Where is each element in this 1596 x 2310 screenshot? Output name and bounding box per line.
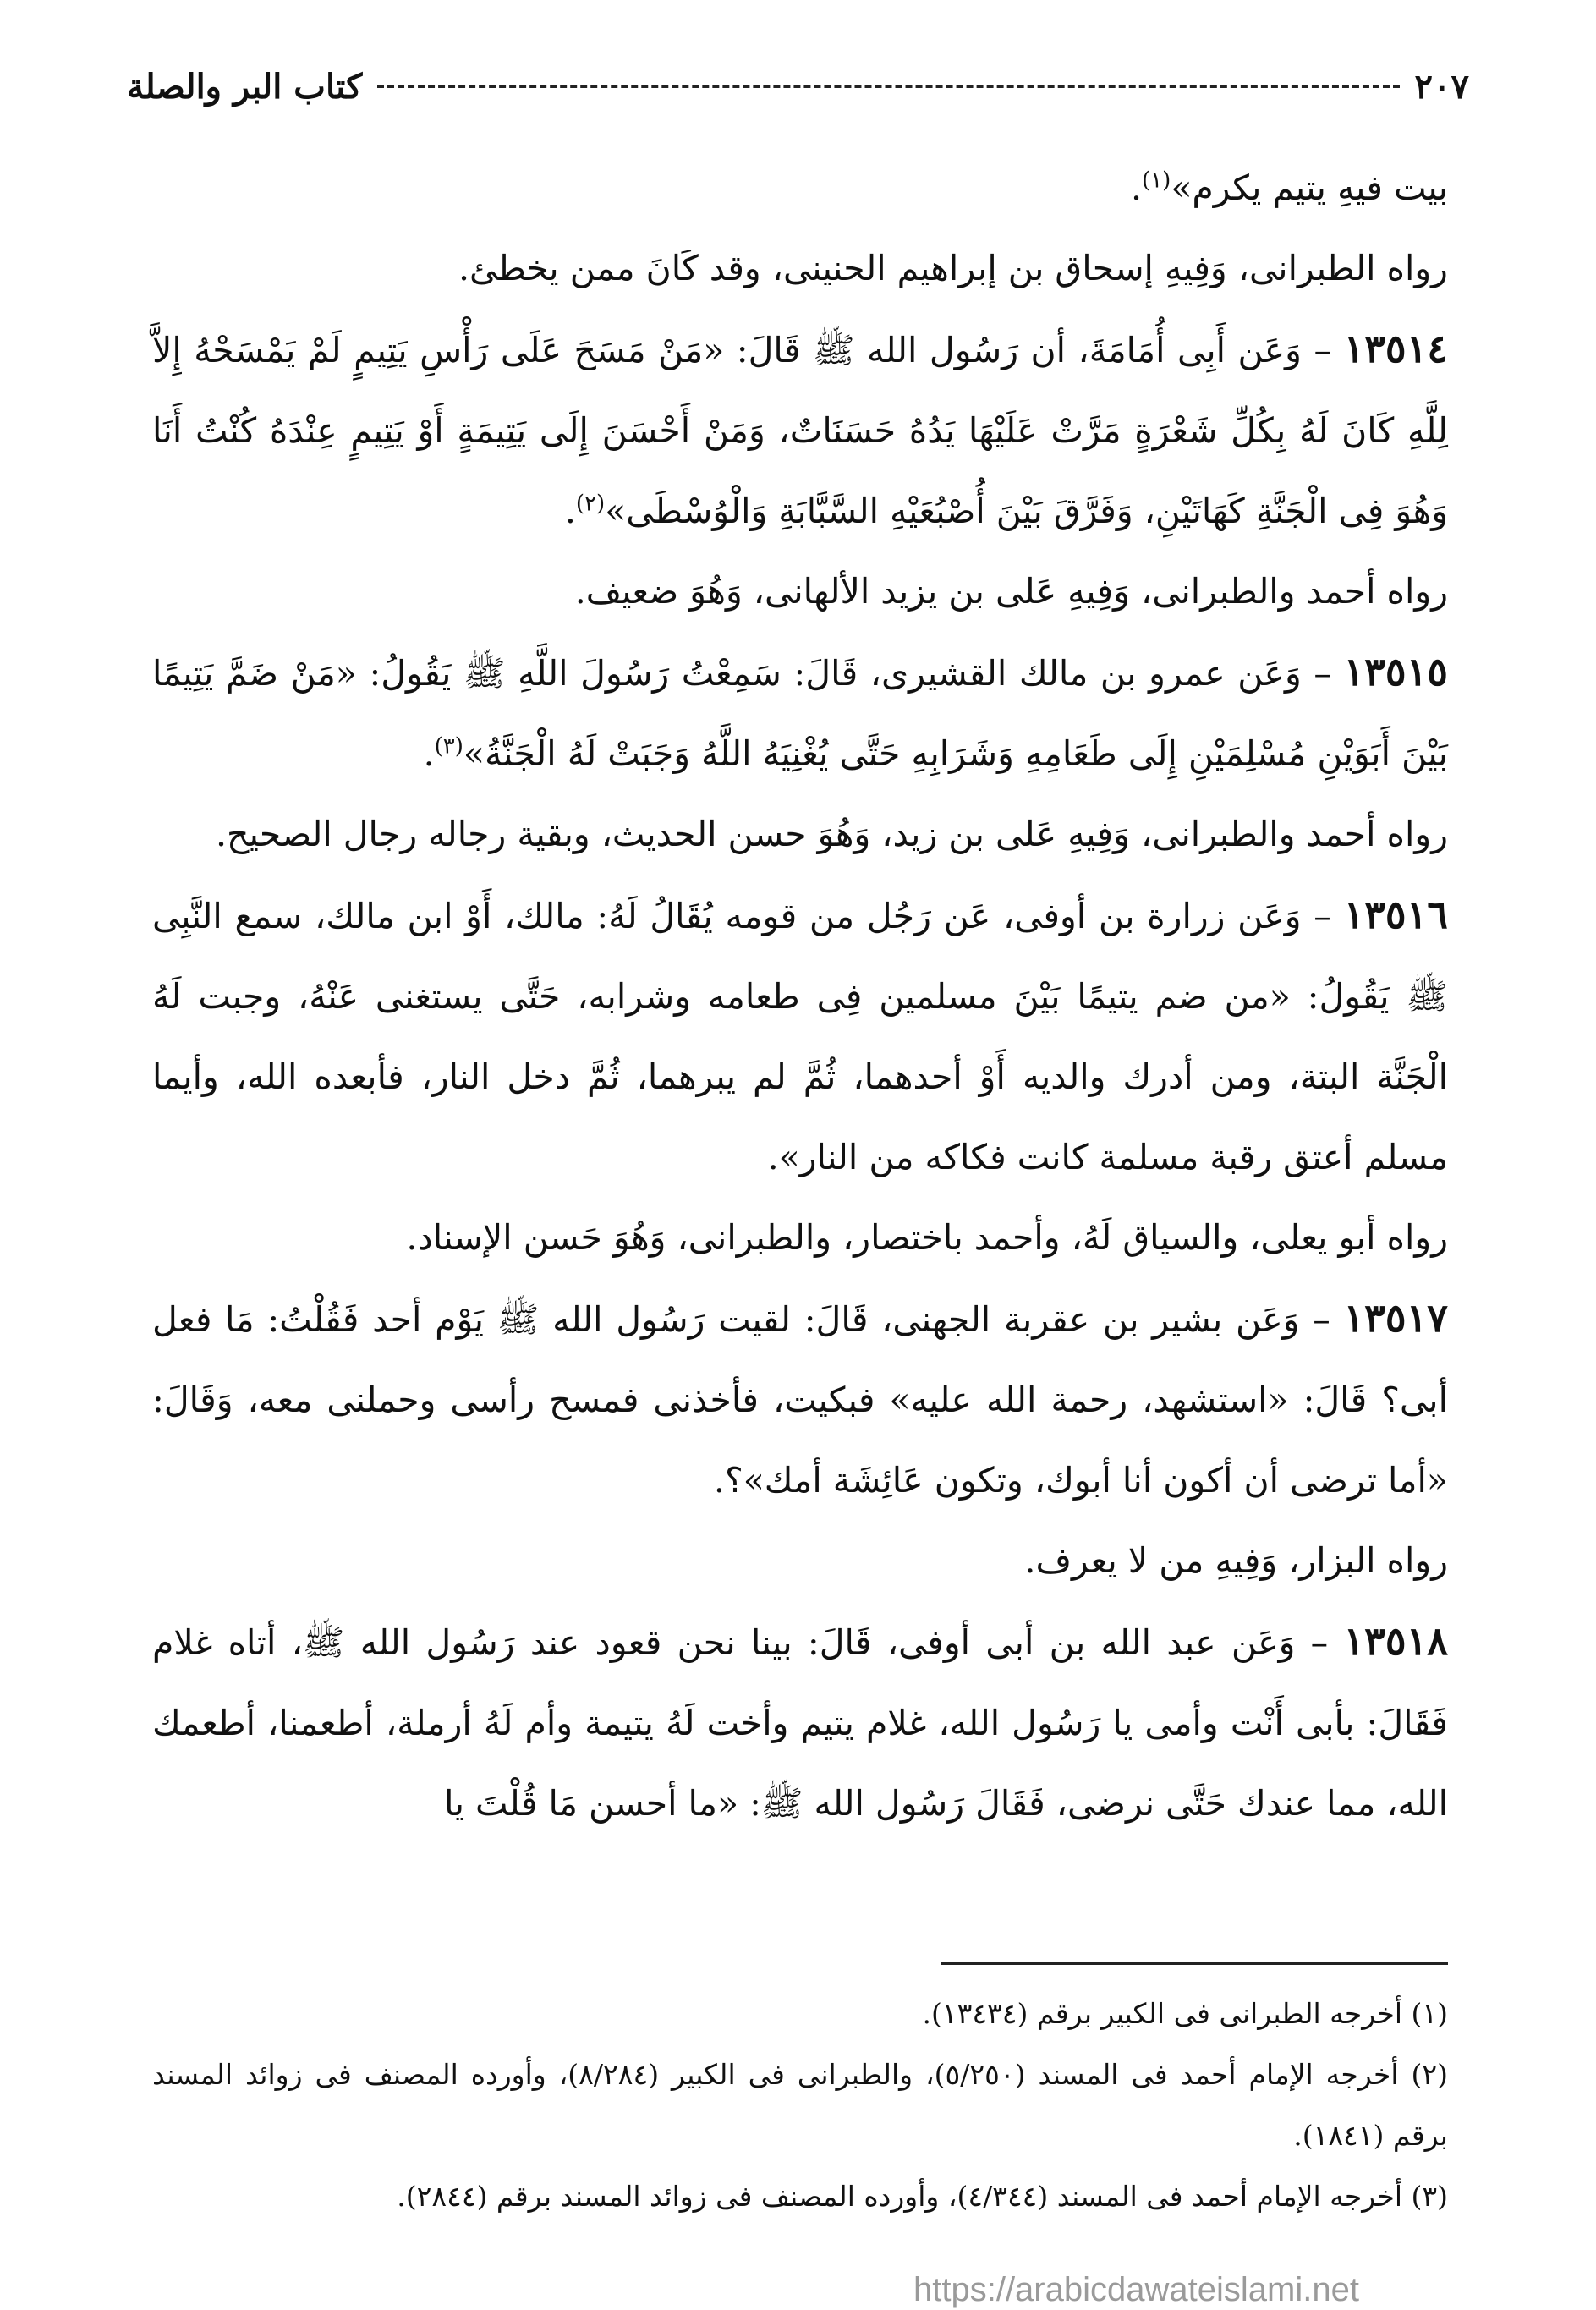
hadith-number: ١٣٥١٤ bbox=[1343, 326, 1448, 371]
hadith-number: ١٣٥١٧ bbox=[1343, 1295, 1448, 1341]
paragraph-text: – وَعَن زرارة بن أوفى، عَن رَجُل من قومه يُقَالُ لَهُ: مالك، أَوْ ابن مالك، سمع النَّبِى ﷺ يَقُولُ: «من ضم يتيمًا بَيْنَ مسلمين فِى طعامه وشرابه، حَتَّى يستغنى عَنْهُ، وجبت لَهُ الْجَنَّة البتة، ومن أدرك والديه أَوْ أحدهما، ثُمَّ لم يبرهما، ثُمَّ دخل النار، فأبعده الله، وأيما مسلم أعتق رقبة مسلمة كانت فكاكه من النار». bbox=[152, 896, 1448, 1177]
hadith-paragraph bbox=[152, 875, 1448, 1198]
paragraph-text: رواه البزار، وَفِيهِ من لا يعرف. bbox=[1024, 1540, 1448, 1581]
paragraph-text: – وَعَن عمرو بن مالك القشيرى، قَالَ: سَمِعْتُ رَسُولَ اللَّهِ ﷺ يَقُولُ: «مَنْ ضَمَّ يَتِيمًا بَيْنَ أَبَوَيْنِ مُسْلِمَيْنِ إِلَى طَعَامِهِ وَشَرَابِهِ حَتَّى يُغْنِيَهُ اللَّهُ وَجَبَتْ لَهُ الْجَنَّةُ» bbox=[152, 653, 1448, 774]
footnote: (٣) أخرجه الإمام أحمد فى المسند (٤/٣٤٤)، وأورده المصنف فى زوائد المسند برقم (٢٨٤٤). bbox=[397, 2180, 1448, 2213]
paragraph-end: . bbox=[423, 733, 435, 774]
paragraph-text: بيت فيهِ يتيم يكرم» bbox=[1171, 167, 1448, 208]
narration-note bbox=[152, 1521, 1448, 1601]
paragraph-text: رواه الطبرانى، وَفِيهِ إسحاق بن إبراهيم الحنينى، وقد كَانَ ممن يخطئ. bbox=[458, 248, 1448, 288]
paragraph-text: رواه أبو يعلى، والسياق لَهُ، وأحمد باختصار، والطبرانى، وَهُوَ حَسن الإسناد. bbox=[406, 1217, 1448, 1258]
footnote: (٢) أخرجه الإمام أحمد فى المسند (٥/٢٥٠)، والطبرانى فى الكبير (٨/٢٨٤)، وأورده المصنف فى زوائد المسند برقم (١٨٤١). bbox=[152, 2058, 1448, 2152]
paragraph-text: رواه أحمد والطبرانى، وَفِيهِ عَلى بن زيد، وَهُوَ حسن الحديث، وبقية رجاله رجال الصحيح. bbox=[215, 814, 1448, 854]
page-header bbox=[127, 52, 1469, 120]
hadith-number: ١٣٥١٦ bbox=[1343, 892, 1448, 937]
paragraph-end: . bbox=[564, 491, 576, 531]
hadith-number: ١٣٥١٥ bbox=[1343, 649, 1448, 694]
paragraph-text: – وَعَن عبد الله بن أبى أوفى، قَالَ: بينا نحن قعود عند رَسُول الله ﷺ، أتاه غلام فَقَالَ: بأبى أَنْت وأمى يا رَسُول الله، غلام يتيم وأخت لَهُ يتيمة وأم لَهُ أرملة، أطعمنا، أطعمك الله، مما عندك حَتَّى نرضى، فَقَالَ رَسُول الله ﷺ: «ما أحسن مَا قُلْتَ يا bbox=[152, 1622, 1448, 1824]
hadith-paragraph bbox=[152, 1278, 1448, 1521]
footnote-ref: (١) bbox=[1142, 167, 1171, 194]
footnote-ref: (٢) bbox=[575, 491, 606, 517]
paragraph-text: – وَعَن بشير بن عقربة الجهنى، قَالَ: لقيت رَسُول الله ﷺ يَوْم أحد فَقُلْتُ: مَا فعل أبى؟ قَالَ: «استشهد، رحمة الله عليه» فبكيت، فأخذنى فمسح رأسى وحملنى معه، وَقَالَ: «أما ترضى أن أكون أنا أبوك، وتكون عَائِشَة أمك»؟. bbox=[152, 1299, 1448, 1501]
paragraph bbox=[152, 148, 1448, 228]
chapter-title: كتاب البر والصلة bbox=[127, 66, 363, 107]
paragraph-text: رواه أحمد والطبرانى، وَفِيهِ عَلى بن يزيد الألهانى، وَهُوَ ضعيف. bbox=[574, 571, 1448, 612]
narration-note bbox=[152, 794, 1448, 875]
body-text bbox=[152, 148, 1448, 1844]
hadith-paragraph bbox=[152, 309, 1448, 551]
footnote-divider bbox=[941, 1962, 1448, 1965]
narration-note bbox=[152, 228, 1448, 309]
watermark-url: https://arabicdawateislami.net bbox=[913, 2271, 1359, 2308]
hadith-paragraph bbox=[152, 632, 1448, 794]
narration-note bbox=[152, 551, 1448, 632]
header-dashed-line bbox=[377, 85, 1399, 88]
footnote: (١) أخرجه الطبرانى فى الكبير برقم (١٣٤٣٤). bbox=[922, 1997, 1448, 2030]
narration-note bbox=[152, 1198, 1448, 1278]
page-number: ٢٠٧ bbox=[1414, 66, 1469, 107]
hadith-number: ١٣٥١٨ bbox=[1343, 1618, 1448, 1664]
paragraph-end: . bbox=[1130, 167, 1143, 208]
footnote-ref: (٣) bbox=[434, 733, 463, 760]
footnotes bbox=[152, 1984, 1448, 2227]
paragraph-text: – وَعَن أَبِى أُمَامَةَ، أن رَسُول الله ﷺ قَالَ: «مَنْ مَسَحَ عَلَى رَأْسِ يَتِيمٍ لَمْ يَمْسَحْهُ إِلاَّ لِلَّهِ كَانَ لَهُ بِكُلِّ شَعْرَةٍ مَرَّتْ عَلَيْهَا يَدُهُ حَسَنَاتٌ، وَمَنْ أَحْسَنَ إِلَى يَتِيمَةٍ أَوْ يَتِيمٍ عِنْدَهُ كُنْتُ أَنَا وَهُوَ فِى الْجَنَّةِ كَهَاتَيْنِ، وَفَرَّقَ بَيْنَ أُصْبُعَيْهِ السَّبَّابَةِ وَالْوُسْطَى» bbox=[152, 330, 1448, 531]
hadith-paragraph bbox=[152, 1601, 1448, 1844]
